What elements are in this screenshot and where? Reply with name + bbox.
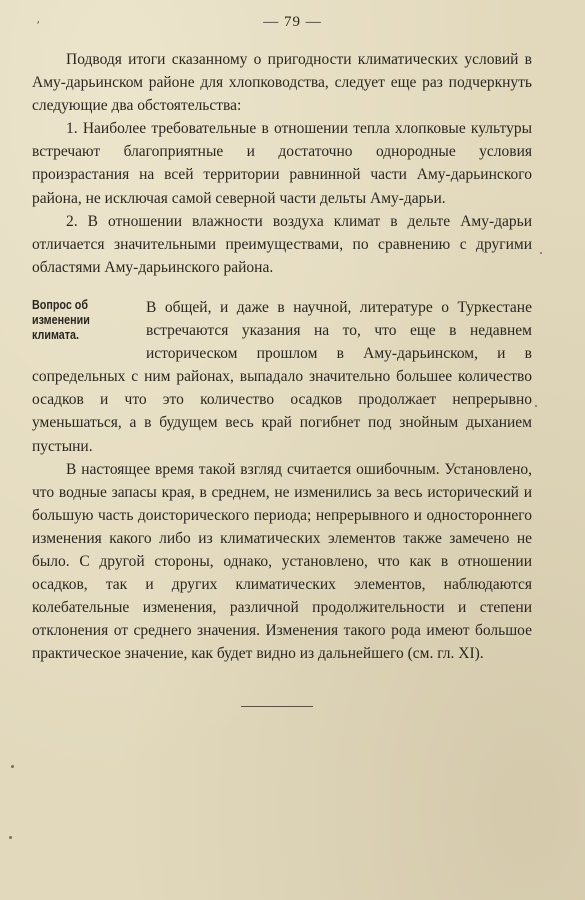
ink-mark: ʹ [37, 18, 40, 32]
climate-change-section [32, 296, 532, 666]
paper-speck [11, 765, 14, 768]
side-heading: Вопрос об изменении климата. [32, 298, 90, 342]
climate-change-paragraph-1-text: В общей, и даже в научной, литературе о Туркестане встречаются указания на то, что еще в недавнем историческом прошлом в Аму-дарьинском, и в сопредельных с ним районах, выпадало значительно большее количество осадков и что это количество осадков продолжает непрерывно уменьшаться, а в будущем весь край погибнет под знойным дыханием пустыни. [32, 299, 532, 455]
summary-point-2-paragraph: 2. В отношении влажности воздуха климат в дельте Аму-дарьи отличается значительными преимуществами, по сравнению с другими областями Аму-дарьинского района. [32, 212, 532, 276]
summary-point-1-paragraph: 1. Наиболее требовательные в отношении тепла хлопковые культуры встречают благоприятные и достаточно однородные условия произрастания на всей территории равнинной части Аму-дарьинского района, не исключая самой северной части дельты Аму-дарьи. [32, 120, 532, 207]
paper-speck [535, 405, 537, 407]
summary-intro-paragraph: Подводя итоги сказанному о пригодности климатических условий в Аму-дарьинском районе для хлопководства, следует еще раз подчеркнуть следующие два обстоятельства: [32, 51, 532, 115]
page-number: — 79 — [263, 14, 322, 30]
section-divider [241, 706, 313, 707]
paper-speck [540, 252, 542, 254]
paper-speck [9, 836, 12, 839]
summary-section [32, 48, 532, 279]
climate-change-paragraph-2: В настоящее время такой взгляд считается ошибочным. Установлено, что водные запасы края, в среднем, не изменились за весь исторический и большую часть доисторического периода; непрерывного и одностороннего изменения какого либо из климатических элементов также замечено не было. С другой стороны, однако, установлено, что как в отношении осадков, так и других климатических элементов, наблюдаются колебательные изменения, различной продолжительности и степени отклонения от среднего значения. Изменения такого рода имеют большое практическое значение, как будет видно из дальнейшего (см. гл. XI). [32, 460, 532, 663]
